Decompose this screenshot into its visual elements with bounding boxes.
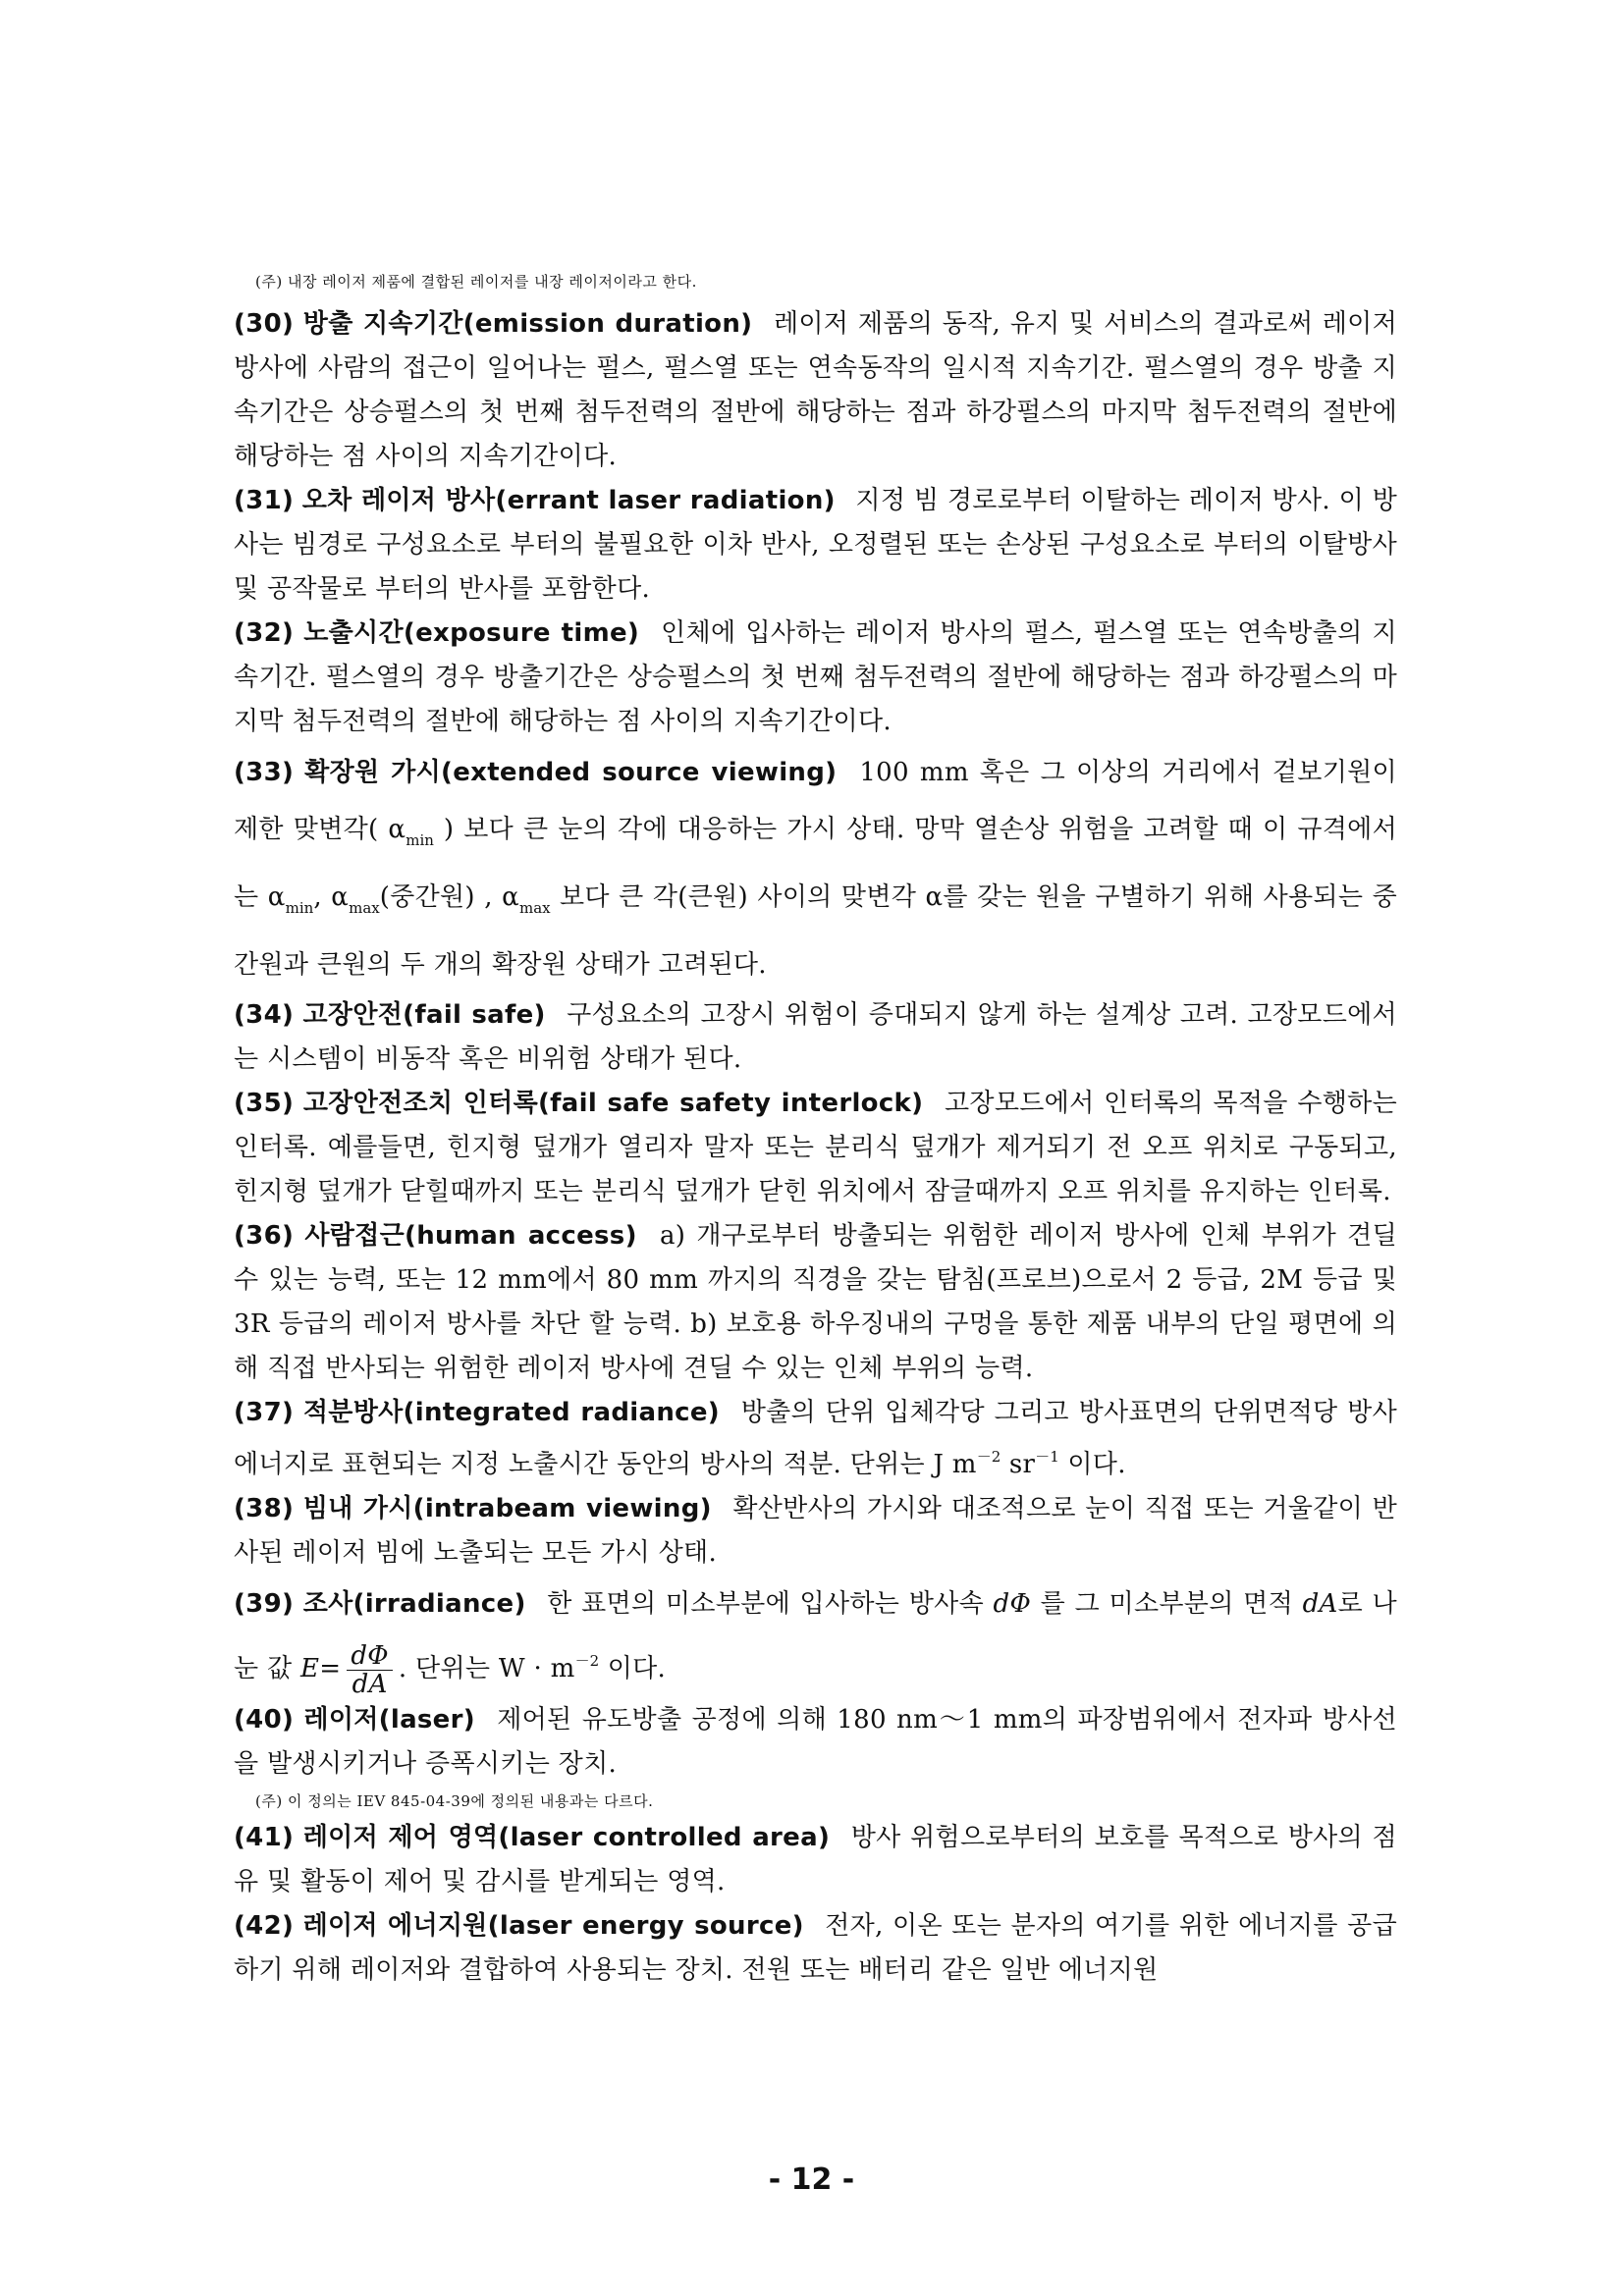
entry-text-part: 100 mm 혹은 그 이상의 거리에서 겉보기원이 제한 맞변각(	[234, 758, 1397, 844]
entry-term: 적분방사(integrated radiance)	[302, 1398, 720, 1427]
definition-32	[234, 612, 1397, 744]
entry-text-end: 이다.	[607, 1654, 667, 1683]
entry-text-part: 한 표면의 미소부분에 입사하는 방사속	[547, 1589, 984, 1619]
page-content	[234, 267, 1397, 1993]
entry-number: (39)	[234, 1589, 295, 1619]
subscript-max: max	[349, 899, 380, 917]
entry-text-part: 를 그 미소부분의 면적	[1040, 1589, 1294, 1619]
entry-number: (41)	[234, 1822, 295, 1852]
exponent: －2	[574, 1652, 600, 1670]
entry-text: a) 개구로부터 방출되는 위험한 레이저 방사에 인체 부위가 견딜 수 있는 능력, 또는 12 mm에서 80 mm 까지의 직경을 갖는 탐침(프로브)으로서 2 등급, 2M 등급 및 3R 등급의 레이저 방사를 차단 할 능력. b) 보호용 하우징내의 구멍을 통한 제품 내부의 단일 평면에 의해 직접 반사되는 위험한 레이저 방사에 견딜 수 있는 인체 부위의 능력.	[234, 1221, 1397, 1383]
alpha-symbol: α	[925, 882, 944, 912]
definition-36	[234, 1214, 1397, 1391]
math-e-equals: E=	[299, 1654, 342, 1683]
entry-text-part: (중간원) ,	[379, 882, 493, 912]
definition-33	[234, 744, 1397, 993]
alpha-symbol: α	[388, 815, 406, 844]
subscript-min: min	[285, 899, 314, 917]
entry-number: (42)	[234, 1910, 295, 1941]
note-iev-definition: (주) 이 정의는 IEV 845-04-39에 정의된 내용과는 다르다.	[255, 1791, 654, 1810]
entry-text-part: 로 나눈 값	[234, 1589, 1397, 1683]
alpha-symbol: α	[502, 882, 519, 912]
entry-term: 레이저 제어 영역(laser controlled area)	[302, 1822, 831, 1852]
entry-number: (35)	[234, 1089, 295, 1118]
entry-text-part: 보다 큰 각(큰원) 사이의 맞변각	[559, 882, 917, 912]
math-da: dA	[1302, 1589, 1338, 1619]
entry-term: 오차 레이저 방사(errant laser radiation)	[301, 486, 836, 515]
entry-text: 전자, 이온 또는 분자의 여기를 위한 에너지를 공급하기 위해 레이저와 결합하여 사용되는 장치. 전원 또는 배터리 같은 일반 에너지원	[234, 1910, 1397, 1985]
entry-text-end: 이다.	[1067, 1450, 1126, 1479]
entry-text: 인체에 입사하는 레이저 방사의 펄스, 펄스열 또는 연속방출의 지속기간. 펄스열의 경우 방출기간은 상승펄스의 첫 번째 첨두전력의 절반에 해당하는 점과 하강펄스의 마지막 첨두전력의 절반에 해당하는 점 사이의 지속기간이다.	[234, 618, 1397, 736]
definition-34	[234, 993, 1397, 1082]
entry-number: (38)	[234, 1494, 295, 1523]
entry-number: (30)	[234, 309, 295, 339]
entry-text: 지정 빔 경로로부터 이탈하는 레이저 방사. 이 방사는 빔경로 구성요소로 부터의 불필요한 이차 반사, 오정렬된 또는 손상된 구성요소로 부터의 이탈방사 및 공작물로 부터의 반사를 포함한다.	[234, 486, 1397, 604]
page-number: - 12 -	[768, 2163, 855, 2197]
fraction-denominator: dA	[352, 1669, 388, 1699]
entry-number: (36)	[234, 1221, 295, 1251]
entry-text-part: . 단위는	[398, 1654, 491, 1683]
unit-joule-metre: J m	[933, 1450, 977, 1479]
entry-term: 사람접근(human access)	[304, 1221, 637, 1251]
alpha-symbol: α	[267, 882, 286, 912]
definition-37	[234, 1391, 1397, 1487]
entry-text: 고장모드에서 인터록의 목적을 수행하는 인터록. 예를들면, 힌지형 덮개가 열리자 말자 또는 분리식 덮개가 제거되기 전 오프 위치로 구동되고, 힌지형 덮개가 닫힐때까지 또는 분리식 덮개가 닫힌 위치에서 잠글때까지 오프 위치를 유지하는 인터록.	[234, 1089, 1397, 1206]
definition-40	[234, 1698, 1397, 1787]
math-dphi: dΦ	[993, 1589, 1032, 1619]
entry-text: 구성요소의 고장시 위험이 증대되지 않게 하는 설계상 고려. 고장모드에서는 시스템이 비동작 혹은 비위험 상태가 된다.	[234, 1000, 1397, 1074]
exponent: －1	[1035, 1448, 1059, 1466]
note-embedded-laser: (주) 내장 레이저 제품에 결합된 레이저를 내장 레이저이라고 한다.	[255, 273, 697, 291]
entry-term: 고장안전조치 인터록(fail safe safety interlock)	[302, 1089, 924, 1118]
subscript-min: min	[406, 831, 434, 849]
entry-term: 확장원 가시(extended source viewing)	[304, 758, 838, 787]
entry-number: (40)	[234, 1704, 295, 1735]
definition-38	[234, 1487, 1397, 1575]
fraction-numerator: dΦ	[347, 1642, 393, 1671]
entry-text: 방사 위험으로부터의 보호를 목적으로 방사의 점유 및 활동이 제어 및 감시를 받게되는 영역.	[234, 1822, 1397, 1896]
entry-text-part: ) 보다 큰 눈의 각에 대응하는 가시 상태. 망막 열손상 위험을 고려할 때 이 규격에서는	[234, 815, 1397, 912]
unit-steradian: sr	[1008, 1450, 1036, 1479]
exponent: －2	[976, 1448, 1001, 1466]
entry-text: 제어된 유도방출 공정에 의해 180 nm～1 mm의 파장범위에서 전자파 방사선을 발생시키거나 증폭시키는 장치.	[234, 1704, 1397, 1779]
entry-term: 고장안전(fail safe)	[302, 1000, 546, 1030]
definition-41	[234, 1816, 1397, 1904]
entry-term: 조사(irradiance)	[302, 1589, 526, 1619]
definition-30	[234, 302, 1397, 479]
entry-number: (31)	[234, 486, 295, 515]
entry-text: 레이저 제품의 동작, 유지 및 서비스의 결과로써 레이저 방사에 사람의 접근이 일어나는 펄스, 펄스열 또는 연속동작의 일시적 지속기간. 펄스열의 경우 방출 지속기간은 상승펄스의 첫 번째 첨두전력의 절반에 해당하는 점과 하강펄스의 마지막 첨두전력의 절반에 해당하는 점 사이의 지속기간이다.	[234, 309, 1397, 471]
entry-number: (33)	[234, 758, 295, 787]
definition-31	[234, 479, 1397, 612]
entry-term: 레이저(laser)	[303, 1704, 475, 1735]
entry-text: 확산반사의 가시와 대조적으로 눈이 직접 또는 거울같이 반사된 레이저 빔에 노출되는 모든 가시 상태.	[234, 1494, 1397, 1568]
entry-term: 빔내 가시(intrabeam viewing)	[302, 1494, 712, 1523]
entry-text-part: 를 갖는 원을 구별하기 위해 사용되는 중간원과 큰원의 두 개의 확장원 상태가 고려된다.	[234, 882, 1397, 980]
entry-term: 노출시간(exposure time)	[303, 618, 640, 648]
definition-39	[234, 1575, 1397, 1698]
definition-42	[234, 1904, 1397, 1993]
entry-term: 레이저 에너지원(laser energy source)	[302, 1910, 804, 1941]
entry-number: (37)	[234, 1398, 295, 1427]
entry-text: 방출의 단위 입체각당 그리고 방사표면의 단위면적당 방사에너지로 표현되는 지정 노출시간 동안의 방사의 적분. 단위는	[234, 1398, 1398, 1479]
entry-text-part: ,	[313, 882, 322, 912]
fraction	[347, 1642, 393, 1698]
entry-number: (34)	[234, 1000, 295, 1030]
entry-number: (32)	[234, 618, 295, 648]
alpha-symbol: α	[331, 882, 350, 912]
entry-term: 방출 지속기간(emission duration)	[302, 309, 753, 339]
subscript-max: max	[518, 899, 551, 917]
definition-35	[234, 1082, 1397, 1214]
unit-watt-metre: W · m	[498, 1654, 575, 1683]
